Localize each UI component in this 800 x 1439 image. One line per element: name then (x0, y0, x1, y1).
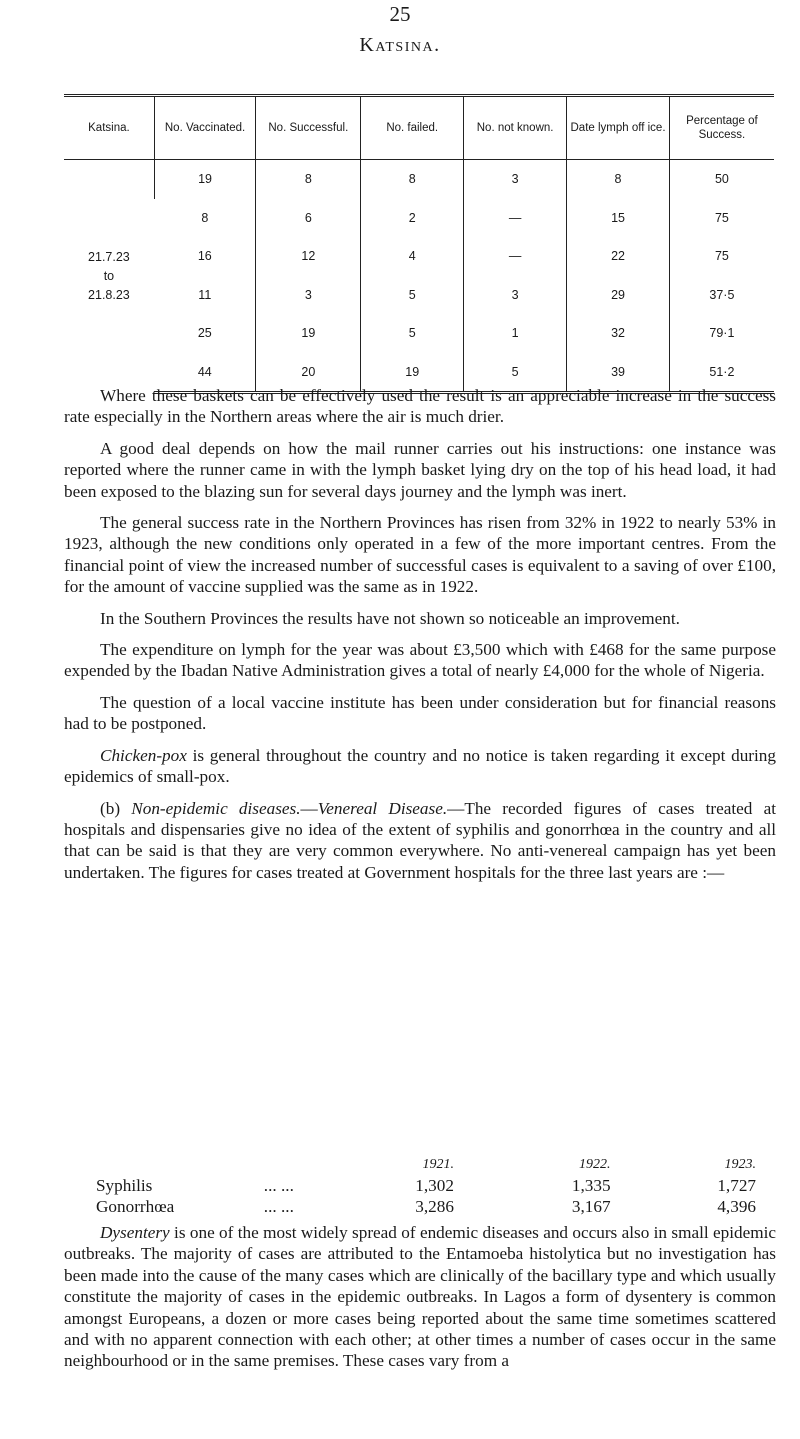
cell: 5 (361, 276, 464, 315)
cell: 15 (567, 199, 670, 238)
cell: 2 (361, 199, 464, 238)
cell: 75 (669, 199, 774, 238)
cell: 32 (567, 314, 670, 353)
vd-value: 4,396 (717, 1197, 756, 1216)
paragraph: The question of a local vaccine institute has been under consideration but for financial reasons had to be postponed. (64, 692, 776, 734)
vd-value: 1,335 (571, 1176, 611, 1195)
table-row (64, 160, 774, 199)
venereal-disease-table (96, 1154, 756, 1217)
table-row (64, 237, 774, 276)
vd-label: Gonorrhœa (96, 1197, 175, 1216)
paragraph-text: —The recorded figures of cases treated at hospitals and dispensaries give no idea of the extent of syphilis and gonorrhœa in the country and all that can be said is that they are very common everywhere. No anti-venereal campaign has yet been undertaken. The figures for cases treated at Government hospitals for the three last years are :— (64, 798, 776, 882)
cell: 51·2 (669, 353, 774, 393)
cell: 39 (567, 353, 670, 393)
period-cell (64, 160, 154, 393)
paragraph: In the Southern Provinces the results have not shown so noticeable an improvement. (100, 608, 680, 628)
table-row (64, 276, 774, 315)
cell: 16 (197, 249, 212, 264)
vd-value: 3,286 (415, 1197, 454, 1216)
vaccination-table (64, 94, 774, 394)
cell: 19 (154, 160, 255, 199)
cell: 3 (256, 276, 361, 315)
header-percentage: Percentage of Success. (669, 96, 774, 160)
chicken-pox-term: Chicken-pox (100, 745, 187, 765)
header-successful: No. Successful. (256, 96, 361, 160)
paragraph-text: is one of the most widely spread of endemic diseases and occurs also in small epidemic outbreaks. The majority of cases are attributed to the Entamoeba histolytica but no investigation has been made into the cause of the many cases which are clinically of the bacillary type and which usually constitute the majority of cases in the epidemic outbreaks. In Lagos a form of dysentery is common amongst Europeans, a dozen or more cases being reported about the same time sometimes scattered and with no apparent connection with each other; at other times a number of cases occur in the same neighbourhood or in the same premises. These cases vary from a (64, 1223, 776, 1371)
vd-row (96, 1196, 756, 1217)
table-row (64, 314, 774, 353)
vd-dots: ... ... (263, 1176, 294, 1195)
cell: 29 (567, 276, 670, 315)
cell: 44 (154, 353, 255, 393)
cell: 11 (198, 287, 212, 302)
cell: 50 (669, 160, 774, 199)
body-text-upper (64, 385, 776, 893)
vd-row (96, 1175, 756, 1196)
period-end: 21.8.23 (88, 287, 130, 302)
cell: 5 (361, 314, 464, 353)
vd-value: 1,302 (415, 1176, 454, 1195)
header-vaccinated: No. Vaccinated. (154, 96, 255, 160)
vd-value: 3,167 (571, 1197, 611, 1216)
cell: 37·5 (669, 276, 774, 315)
header-failed: No. failed. (361, 96, 464, 160)
section-title: Katsina. (359, 34, 441, 56)
cell: 8 (201, 210, 209, 225)
cell: 8 (567, 160, 670, 199)
cell: 19 (256, 314, 361, 353)
vd-dots: ... ... (263, 1197, 294, 1216)
cell: 3 (464, 160, 567, 199)
vd-label: Syphilis (96, 1176, 153, 1195)
cell: 75 (669, 237, 774, 276)
header-not-known: No. not known. (464, 96, 567, 160)
header-date-lymph: Date lymph off ice. (567, 96, 670, 160)
table-header-row (64, 96, 774, 160)
cell: 25 (197, 326, 212, 341)
vd-year-row (96, 1154, 756, 1175)
venereal-heading: Venereal Disease. (317, 798, 448, 818)
non-epidemic-heading: Non-epidemic diseases. (131, 798, 301, 818)
cell: 6 (256, 199, 361, 238)
paragraph (64, 1222, 776, 1372)
paragraph (64, 798, 776, 884)
vd-value: 1,727 (717, 1176, 756, 1195)
cell: — (464, 237, 567, 276)
body-text-lower (64, 1222, 776, 1382)
cell: 79·1 (669, 314, 774, 353)
section-marker: (b) (100, 798, 132, 818)
cell: 4 (361, 237, 464, 276)
period-start: 21.7.23 (88, 249, 130, 264)
cell: — (464, 199, 567, 238)
vd-year: 1922. (579, 1157, 611, 1172)
paragraph-text: is general throughout the country and no notice is taken regarding it except during epidemics of small-pox. (64, 745, 776, 787)
cell: 12 (256, 237, 361, 276)
cell: 1 (464, 314, 567, 353)
paragraph: A good deal depends on how the mail runner carries out his instructions: one instance was reported where the runner came in with the lymph basket lying dry on the top of his head load, it had been exposed to the blazing sun for several days journey and the lymph was inert. (64, 438, 776, 501)
dysentery-term: Dysentery (100, 1223, 170, 1242)
dash: — (300, 798, 318, 818)
period-to: to (103, 268, 115, 283)
cell: 19 (361, 353, 464, 393)
cell: 8 (361, 160, 464, 199)
paragraph (64, 745, 776, 788)
paragraph: The expenditure on lymph for the year was about £3,500 which with £468 for the same purpose expended by the Ibadan Native Administration gives a total of nearly £4,000 for the whole of Nigeria. (64, 640, 776, 681)
cell: 5 (464, 353, 567, 393)
vd-year: 1921. (422, 1157, 454, 1172)
header-katsina: Katsina. (64, 96, 154, 160)
vd-year: 1923. (724, 1157, 756, 1172)
cell: 22 (567, 237, 670, 276)
page-number: 25 (389, 2, 411, 26)
cell: 3 (464, 276, 567, 315)
paragraph: The general success rate in the Northern Provinces has risen from 32% in 1922 to nearly 53% in 1923, although the new conditions only operated in a few of the more important centres. From the financial point of view the increased number of successful cases is equivalent to a saving of over £100, for the amount of vaccine supplied was the same as in 1922. (64, 513, 776, 597)
cell: 20 (256, 353, 361, 393)
table-row (64, 199, 774, 238)
cell: 8 (256, 160, 361, 199)
paragraph: Where these baskets can be effectively used the result is an appreciable increase in the success rate especially in the Northern areas where the air is much drier. (64, 386, 776, 427)
